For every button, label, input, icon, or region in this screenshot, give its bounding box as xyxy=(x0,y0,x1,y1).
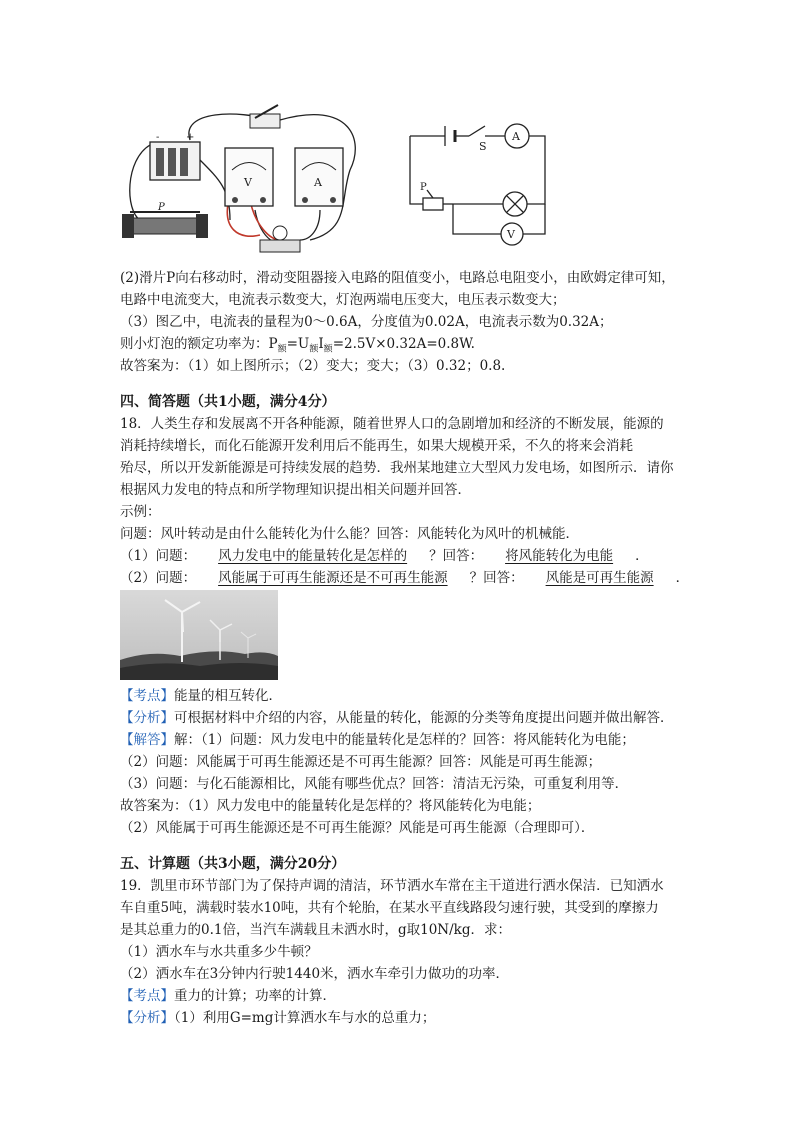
switch-icon xyxy=(250,105,280,128)
question-text: 19．凯里市环节部门为了保持声调的清洁，环节洒水车常在主干道进行洒水保洁．已知洒水 xyxy=(120,878,664,894)
answer-row-1: （1）问题： 风力发电中的能量转化是怎样的 ？回答： 将风能转化为电能 ． xyxy=(120,548,649,564)
question-text: （2）洒水车在3分钟内行驶1440米，洒水车牵引力做功的功率． xyxy=(120,966,510,982)
section-heading: 四、简答题（共1小题，满分4分） xyxy=(120,394,336,410)
question-text: 根据风力发电的特点和所学物理知识提出相关问题并回答． xyxy=(120,482,471,498)
example-text: 问题：风叶转动是由什么能转化为什么能？回答：风能转化为风叶的机械能． xyxy=(120,526,579,542)
voltmeter-icon xyxy=(225,148,273,206)
jieda-line: （3）问题：与化石能源相比，风能有哪些优点？回答：清洁无污染，可重复利用等． xyxy=(120,776,629,792)
power-formula-line: 则小灯泡的额定功率为：$P_额=U_额I_额=2.5V\times 0.32A=0.8W$. xyxy=(120,336,475,355)
section-heading: 五、计算题（共3小题，满分20分） xyxy=(120,856,346,872)
ammeter-symbol-icon xyxy=(505,124,529,148)
lamp-symbol-icon xyxy=(503,192,527,216)
rheostat-icon xyxy=(122,202,208,238)
question-text: 消耗持续增长，而化石能源开发利用后不能再生，如果大规模开采，不久的将来会消耗 xyxy=(120,438,633,454)
question-text: 18．人类生存和发展离不开各种能源，随着世界人口的急剧增加和经济的不断发展，能源的 xyxy=(120,416,664,432)
svg-text:A: A xyxy=(314,176,322,189)
svg-text:-: - xyxy=(156,132,160,143)
ammeter-icon xyxy=(295,148,343,206)
kaodian-line: 【考点】能量的相互转化． xyxy=(120,688,282,704)
bulb-icon xyxy=(260,226,300,252)
solution-line: 电路中电流变大，电流表示数变大，灯泡两端电压变大，电压表示数变大； xyxy=(120,292,566,308)
physical-circuit-figure xyxy=(120,100,360,265)
battery-symbol-icon xyxy=(445,126,455,146)
question-text: 殆尽，所以开发新能源是可持续发展的趋势．我州某地建立大型风力发电场，如图所示．请你 xyxy=(120,460,674,476)
fenxi-line: 【分析】可根据材料中介绍的内容，从能量的转化，能源的分类等角度提出问题并做出解答． xyxy=(120,710,674,726)
svg-text:+: + xyxy=(186,132,195,143)
solution-line: （3）图乙中，电流表的量程为0～0.6A，分度值为0.02A，电流表示数为0.32A； xyxy=(120,314,613,330)
example-label: 示例： xyxy=(120,504,161,520)
rheostat-symbol-icon xyxy=(420,182,443,210)
jieda-line: （2）问题：风能属于可再生能源还是不可再生能源？回答：风能是可再生能源； xyxy=(120,754,602,770)
answer-line: 故答案为：（1）风力发电中的能量转化是怎样的？将风能转化为电能； xyxy=(120,798,541,814)
question-text: 车自重5吨，满载时装水10吨，共有个轮胎，在某水平直线路段匀速行驶，其受到的摩擦力 xyxy=(120,900,659,916)
voltmeter-symbol-icon xyxy=(501,223,523,245)
wind-farm-photo xyxy=(120,590,278,680)
battery-box-icon xyxy=(150,132,200,180)
svg-text:A: A xyxy=(512,130,520,143)
schematic-circuit-figure xyxy=(405,118,555,250)
question-text: （1）洒水车与水共重多少牛顿？ xyxy=(120,944,318,960)
svg-text:P: P xyxy=(420,182,427,193)
answer-row-2: （2）问题： 风能属于可再生能源还是不可再生能源 ？回答： 风能是可再生能源 ． xyxy=(120,570,690,586)
kaodian-line: 【考点】重力的计算；功率的计算． xyxy=(120,988,336,1004)
svg-text:V: V xyxy=(244,176,252,189)
svg-text:P: P xyxy=(158,202,165,213)
answer-line: 故答案为：（1）如上图所示；（2）变大；变大；（3）0.32；0.8. xyxy=(120,358,506,374)
answer-line: （2）风能属于可再生能源还是不可再生能源？风能是可再生能源（合理即可）． xyxy=(120,820,595,836)
switch-label: S xyxy=(479,140,487,153)
jieda-line: 【解答】解：（1）问题：风力发电中的能量转化是怎样的？回答：将风能转化为电能； xyxy=(120,732,635,748)
fenxi-line: 【分析】（1）利用G=mg计算洒水车与水的总重力； xyxy=(120,1010,436,1026)
solution-line: (2)滑片P向右移动时，滑动变阻器接入电路的阻值变小，电路总电阻变小，由欧姆定律可知， xyxy=(120,270,675,286)
svg-text:V: V xyxy=(507,228,515,241)
question-text: 是其总重力的0.1倍，当汽车满载且未洒水时，g取10N/kg．求： xyxy=(120,922,511,938)
